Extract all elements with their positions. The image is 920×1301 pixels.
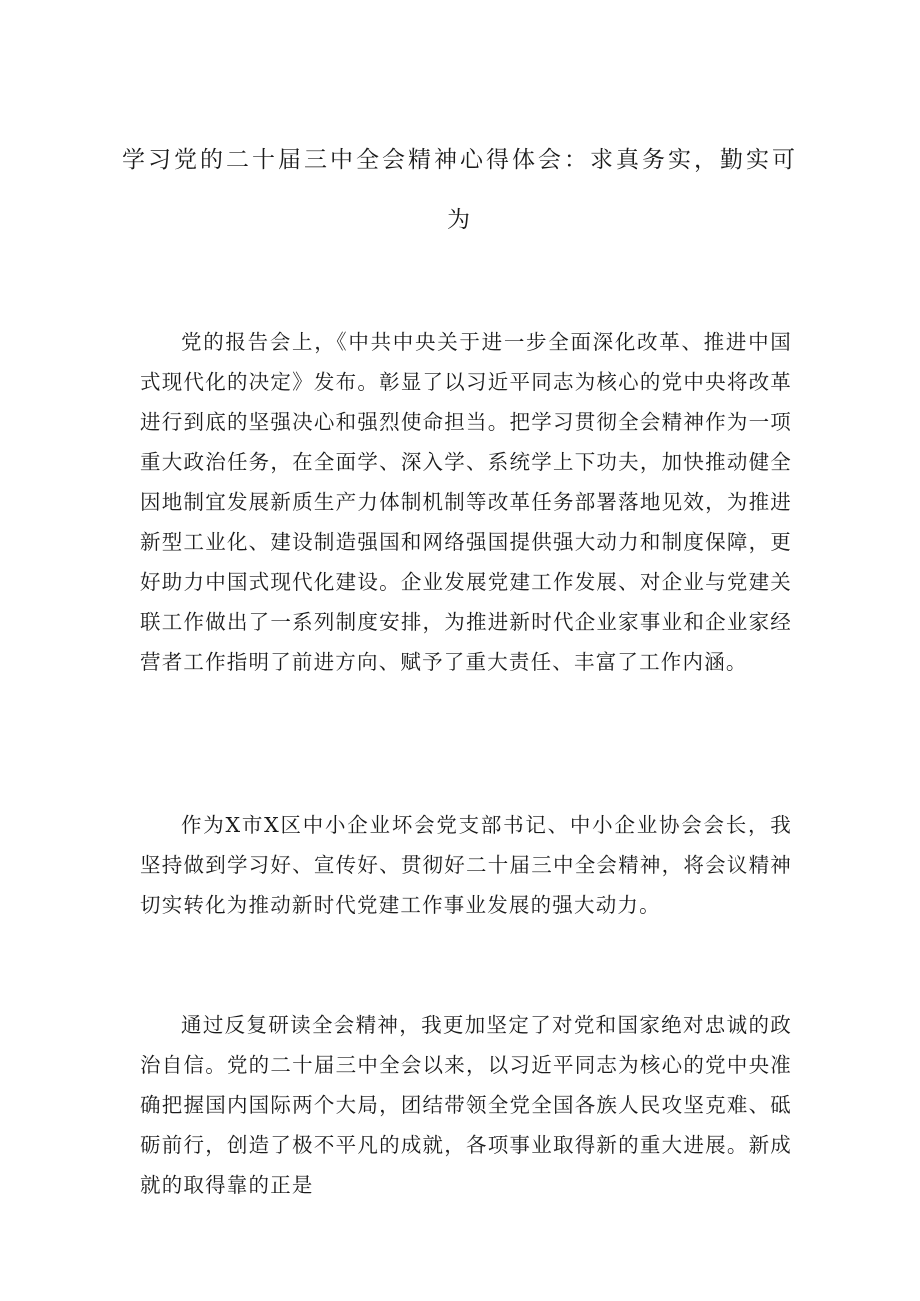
paragraph-3: 通过反复研读全会精神，我更加坚定了对党和国家绝对忠诚的政治自信。党的二十届三中全会以来，以习近平同志为核心的党中央准确把握国内国际两个大局，团结带领全党全国各族人民攻坚克难、砥砺前行，创造了极不平凡的成就，各项事业取得新的重大进展。新成就的取得靠的正是 [140, 1013, 792, 1197]
paragraph-1: 党的报告会上，《中共中央关于进一步全面深化改革、推进中国式现代化的决定》发布。彰显了以习近平同志为核心的党中央将改革进行到底的坚强决心和强烈使命担当。把学习贯彻全会精神作为一项重大政治任务，在全面学、深入学、系统学上下功夫，加快推动健全因地制宜发展新质生产力体制机制等改革任务部署落地见效，为推进新型工业化、建设制造强国和网络强国提供强大动力和制度保障，更好助力中国式现代化建设。企业发展党建工作发展、对企业与党建关联工作做出了一系列制度安排，为推进新时代企业家事业和企业家经营者工作指明了前进方向、赋予了重大责任、丰富了工作内涵。 [140, 330, 792, 674]
document-title: 学习党的二十届三中全会精神心得体会：求真务实，勤实可为 [122, 147, 798, 233]
paragraph-2: 作为X市X区中小企业坏会党支部书记、中小企业协会会长，我坚持做到学习好、宣传好、贯彻好二十届三中全会精神，将会议精神切实转化为推动新时代党建工作事业发展的强大动力。 [140, 813, 792, 917]
